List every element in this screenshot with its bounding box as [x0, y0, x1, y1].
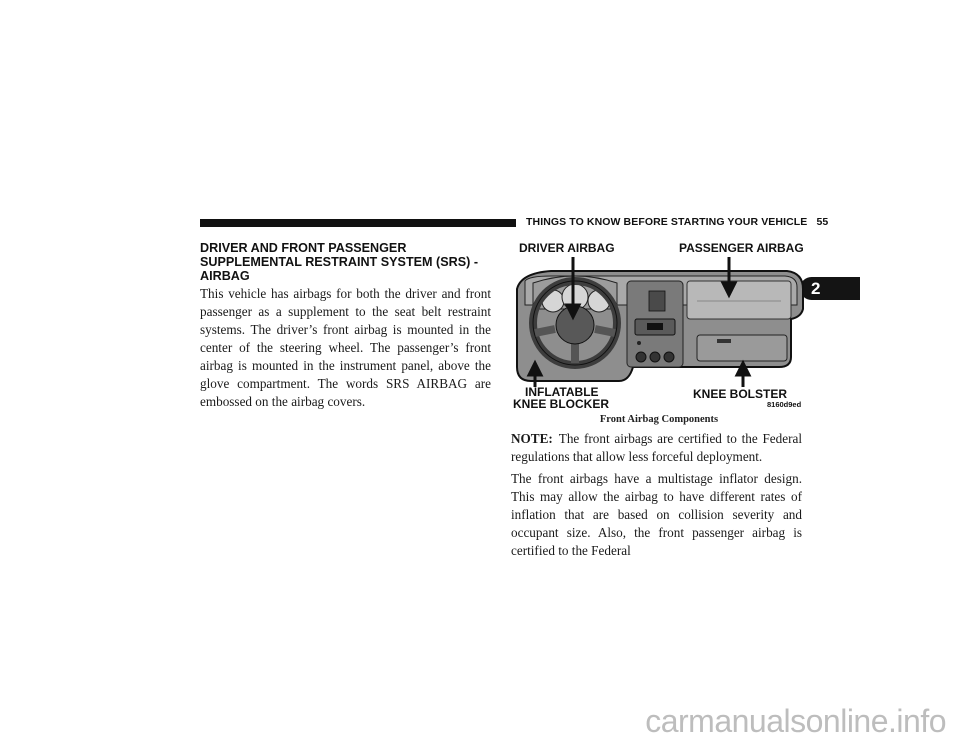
chapter-tab[interactable]: 2	[800, 277, 860, 300]
header-rule	[200, 219, 516, 227]
figure-code: 8160d9ed	[767, 400, 802, 409]
hazard-switch	[649, 291, 665, 311]
radio-display	[647, 323, 663, 330]
label-passenger-airbag: PASSENGER AIRBAG	[679, 241, 804, 255]
note-text: The front airbags are certified to the Federal regulations that allow less forceful deployment.	[511, 431, 802, 464]
radio-knob	[637, 341, 641, 345]
section-heading: DRIVER AND FRONT PASSENGER SUPPLEMENTAL RESTRAINT SYSTEM (SRS) - AIRBAG	[200, 241, 479, 283]
note-label: NOTE:	[511, 431, 553, 446]
glove-compartment	[697, 335, 787, 361]
climate-knob-left	[636, 352, 646, 362]
airbag-figure	[511, 239, 807, 413]
watermark: carmanualsonline.info	[645, 703, 946, 739]
note-paragraph	[511, 430, 802, 466]
label-inflatable: INFLATABLE	[525, 385, 599, 399]
inflator-paragraph: The front airbags have a multistage inflator design. This may allow the airbag to have different rates of inflation that are based on collision severity and occupant size. Also, the front passenger airbag is certified to the Federal	[511, 471, 802, 558]
dashboard-illustration	[511, 239, 807, 413]
climate-knob-right	[664, 352, 674, 362]
running-head-title: THINGS TO KNOW BEFORE STARTING YOUR VEHICLE	[526, 216, 808, 228]
label-knee-blocker: KNEE BLOCKER	[513, 397, 610, 411]
figure-caption: Front Airbag Components	[599, 414, 719, 425]
page-number: 55	[816, 216, 829, 228]
label-knee-bolster: KNEE BOLSTER	[693, 387, 788, 401]
label-driver-airbag: DRIVER AIRBAG	[519, 241, 615, 255]
glove-latch	[717, 339, 731, 343]
intro-paragraph: This vehicle has airbags for both the driver and front passenger as a supplement to the seat belt restraint systems. The driver’s front airbag is mounted in the center of the steering wheel. The passenger’s front airbag is mounted in the instrument panel, above the glove compartment. The words SRS AIRBAG are embossed on the airbag covers.	[200, 286, 491, 409]
passenger-airbag-panel	[687, 281, 791, 319]
climate-knob-middle	[650, 352, 660, 362]
running-head	[526, 216, 828, 228]
